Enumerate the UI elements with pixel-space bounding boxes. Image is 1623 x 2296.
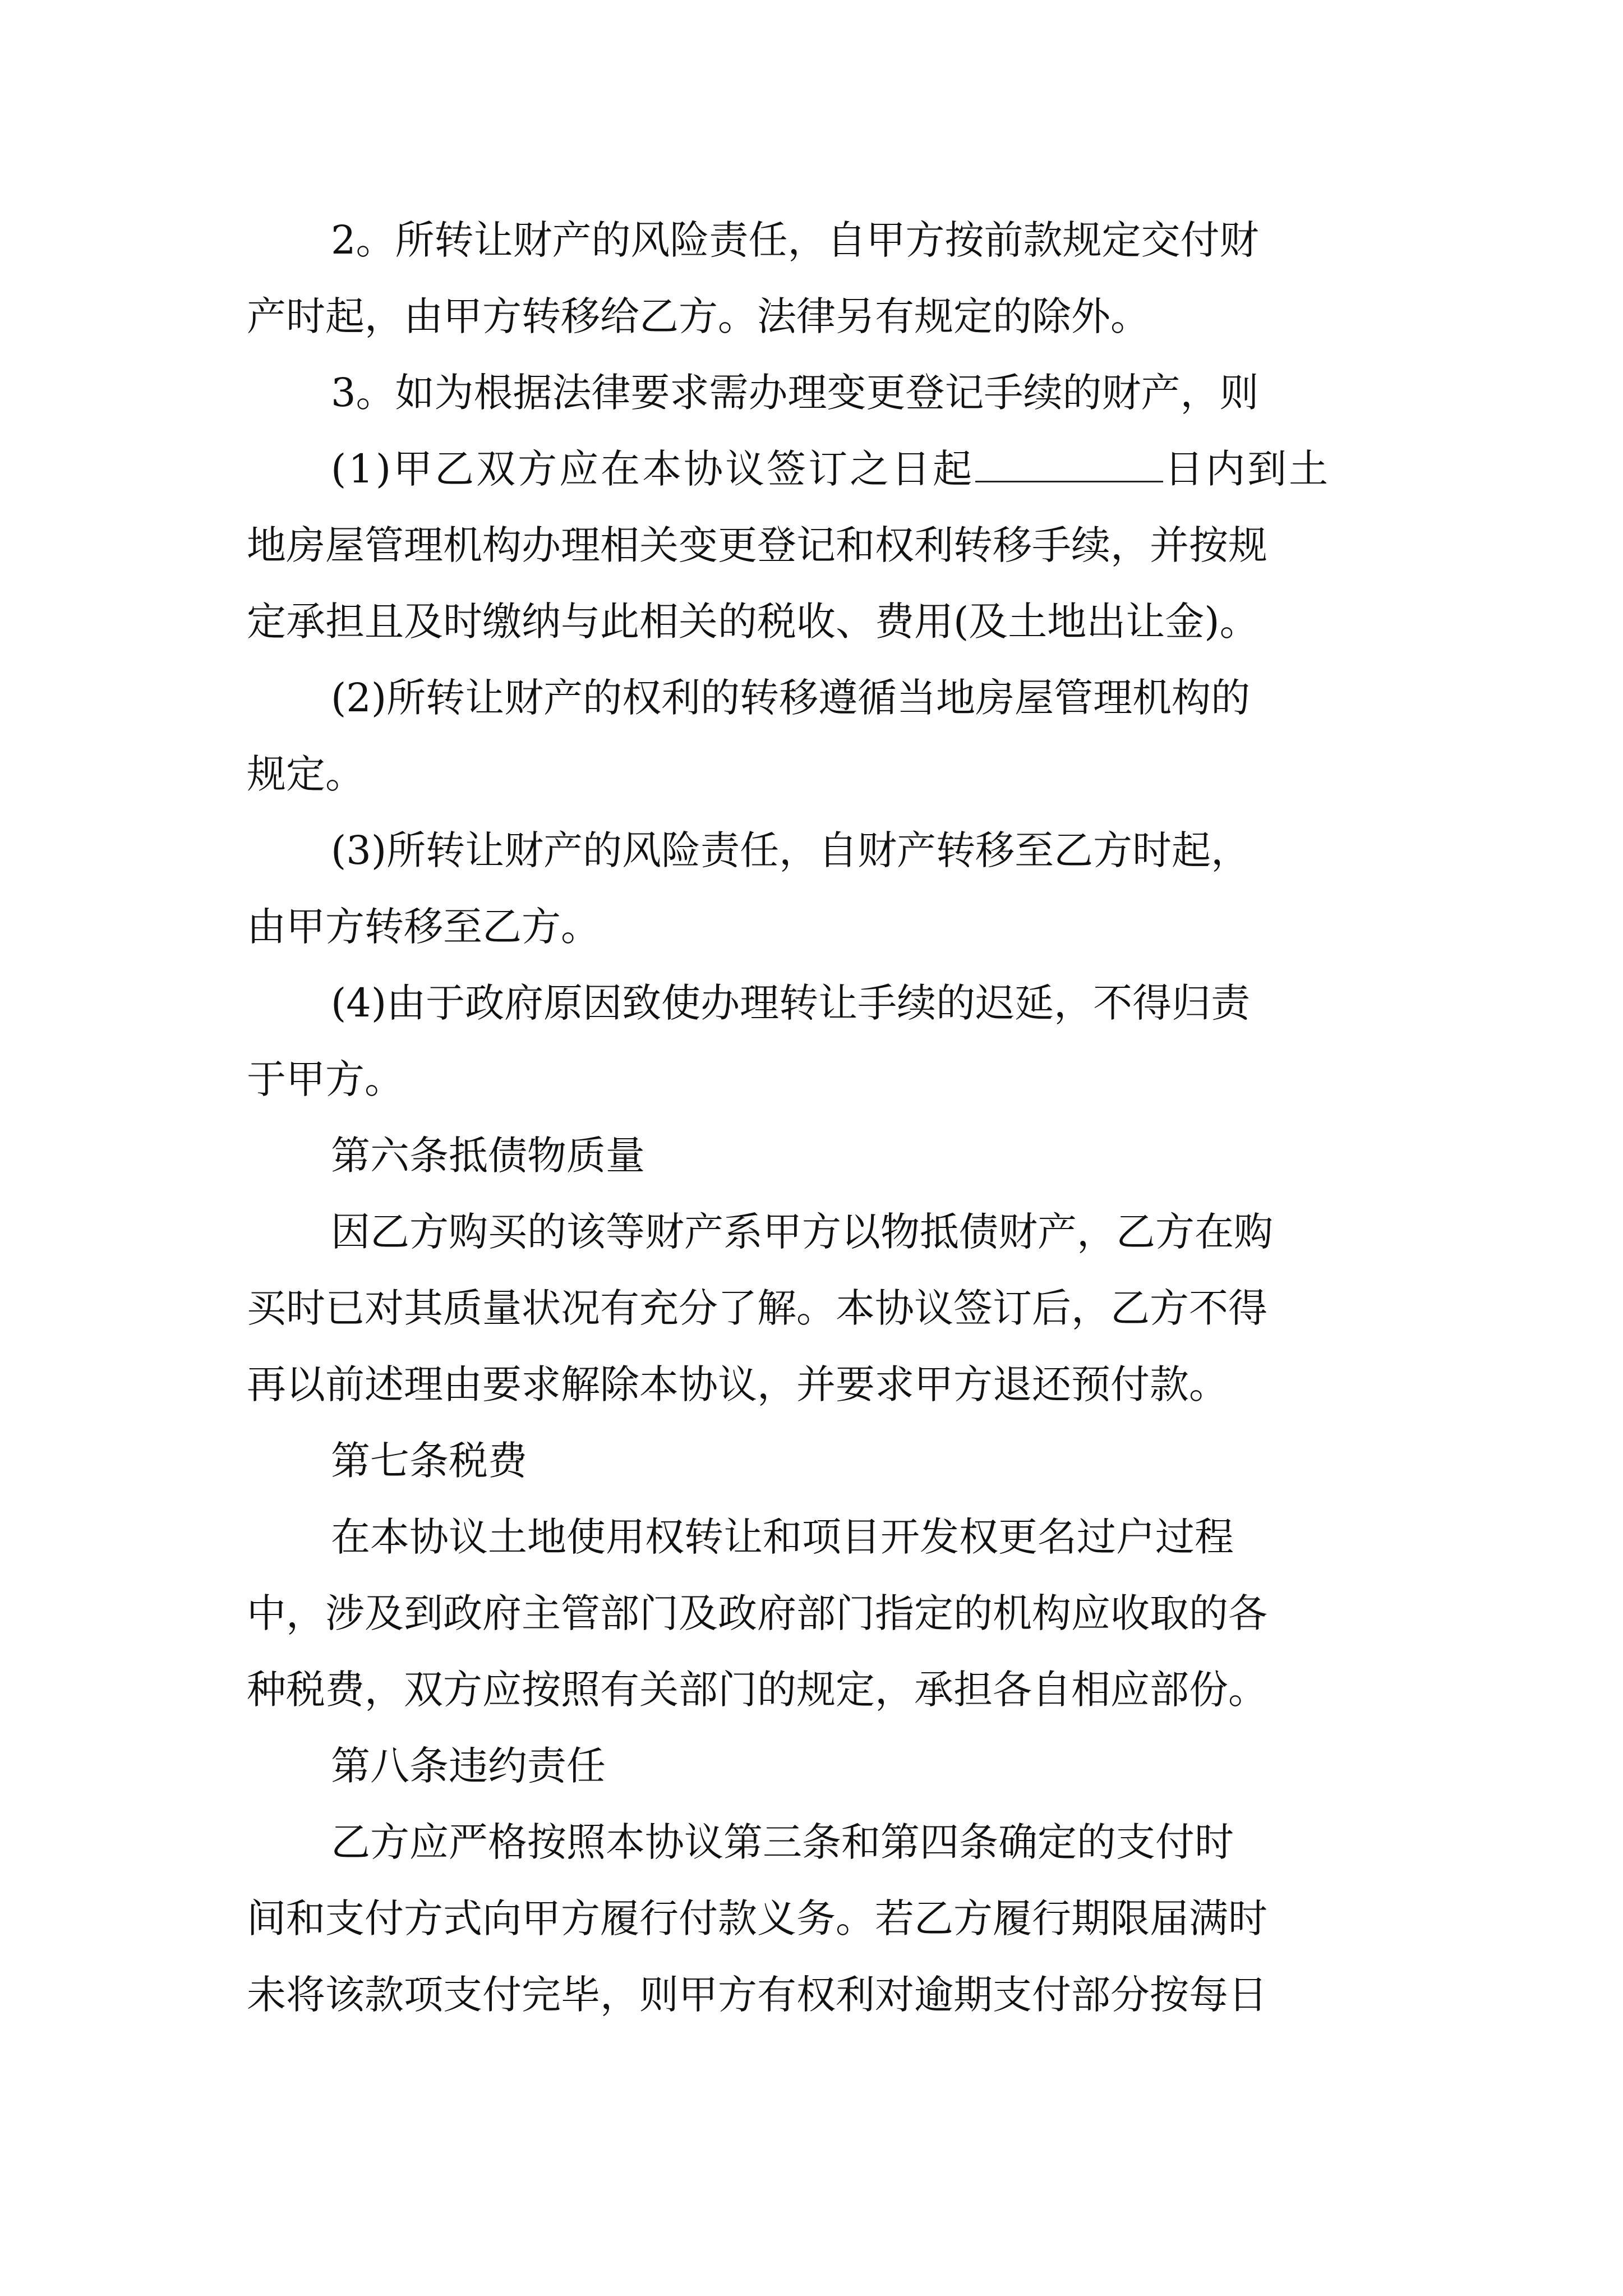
text-line: (4)由于政府原因致使办理转让手续的迟延，不得归责 xyxy=(331,980,1251,1026)
text-line xyxy=(331,447,1374,491)
text-line: 种税费，双方应按照有关部门的规定，承担各自相应部份。 xyxy=(247,1667,1267,1713)
text-line: 间和支付方式向甲方履行付款义务。若乙方履行期限届满时 xyxy=(247,1895,1267,1941)
text-line: 买时已对其质量状况有充分了解。本协议签订后，乙方不得 xyxy=(247,1285,1267,1331)
text-line: 于甲方。 xyxy=(247,1056,404,1102)
text-line: (3)所转让财产的风险责任，自财产转移至乙方时起， xyxy=(331,827,1251,873)
text-line: 再以前述理由要求解除本协议，并要求甲方退还预付款。 xyxy=(247,1361,1228,1407)
text-segment: (1)甲乙双方应在本协议签订之日起 xyxy=(331,446,975,492)
fill-in-blank[interactable] xyxy=(975,447,1163,482)
text-segment: 日内到土 xyxy=(1164,446,1331,492)
section-heading: 第七条税费 xyxy=(331,1438,527,1484)
text-line: 因乙方购买的该等财产系甲方以物抵债财产，乙方在购 xyxy=(331,1209,1273,1255)
text-line: 3。如为根据法律要求需办理变更登记手续的财产，则 xyxy=(331,370,1259,416)
text-line: 在本协议土地使用权转让和项目开发权更名过户过程 xyxy=(331,1514,1234,1560)
text-line: 规定。 xyxy=(247,751,365,797)
text-line: 定承担且及时缴纳与此相关的税收、费用(及土地出让金)。 xyxy=(247,599,1259,645)
text-line: 中，涉及到政府主管部门及政府部门指定的机构应收取的各 xyxy=(247,1590,1267,1636)
section-heading: 第六条抵债物质量 xyxy=(331,1133,645,1179)
text-line: 2。所转让财产的风险责任，自甲方按前款规定交付财 xyxy=(331,217,1259,263)
text-line: 乙方应严格按照本协议第三条和第四条确定的支付时 xyxy=(331,1819,1234,1865)
section-heading: 第八条违约责任 xyxy=(331,1743,606,1789)
text-line: 产时起，由甲方转移给乙方。法律另有规定的除外。 xyxy=(247,293,1150,339)
text-line: 由甲方转移至乙方。 xyxy=(247,904,600,950)
text-line: 地房屋管理机构办理相关变更登记和权利转移手续，并按规 xyxy=(247,522,1267,568)
text-line: (2)所转让财产的权利的转移遵循当地房屋管理机构的 xyxy=(331,675,1251,721)
text-line: 未将该款项支付完毕，则甲方有权利对逾期支付部分按每日 xyxy=(247,1972,1267,2018)
